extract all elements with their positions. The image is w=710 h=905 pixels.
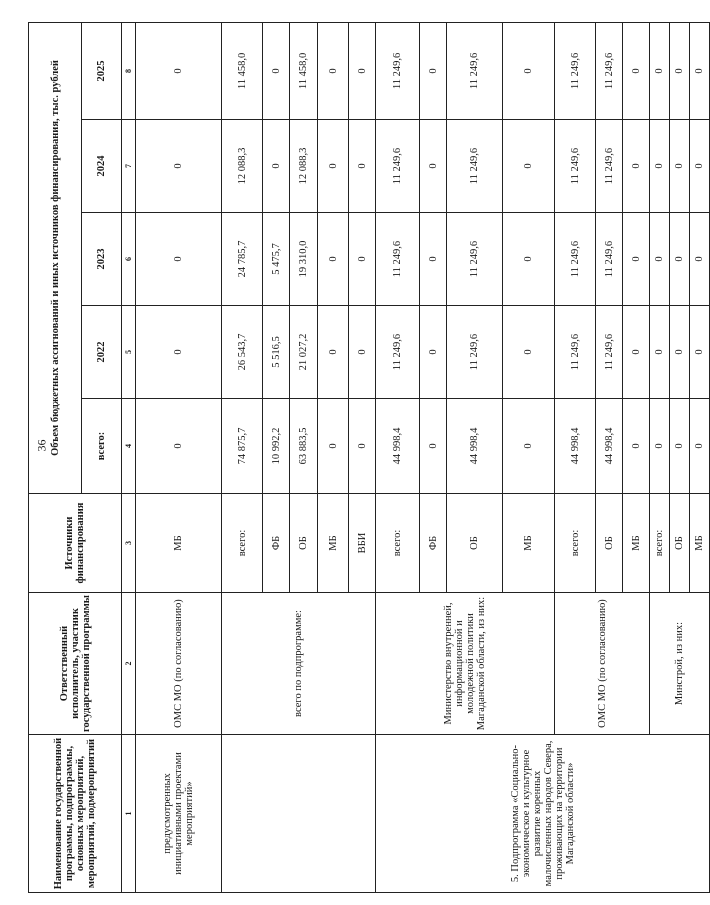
amount-cell: 0 xyxy=(349,213,376,306)
amount-cell: 0 xyxy=(503,120,555,213)
amount-cell: 11 249,6 xyxy=(555,120,596,213)
amount-cell: 0 xyxy=(136,22,222,119)
amount-cell: 0 xyxy=(349,306,376,399)
amount-cell: 0 xyxy=(690,22,710,119)
amount-cell: 12 088,3 xyxy=(290,120,318,213)
program-name-empty xyxy=(222,735,376,893)
amount-cell: 0 xyxy=(690,213,710,306)
amount-cell: 0 xyxy=(650,399,670,494)
amount-cell: 0 xyxy=(623,22,650,119)
header-name: Наименование государственной программы, подпрограммы, основных мероприятий, мероприятий, подмероприятий xyxy=(29,735,122,893)
amount-cell: 11 249,6 xyxy=(596,22,623,119)
amount-cell: 0 xyxy=(420,213,447,306)
column-number: 8 xyxy=(122,22,136,119)
amount-cell: 0 xyxy=(670,22,690,119)
amount-cell: 44 998,4 xyxy=(447,399,503,494)
table-row xyxy=(376,22,420,892)
funding-source: ОБ xyxy=(670,494,690,593)
amount-cell: 0 xyxy=(420,120,447,213)
executor: Минстрой, из них: xyxy=(650,593,710,735)
amount-cell: 0 xyxy=(136,120,222,213)
funding-source: всего: xyxy=(650,494,670,593)
amount-cell: 0 xyxy=(690,120,710,213)
executor: ОМС МО (по согласованию) xyxy=(555,593,650,735)
amount-cell: 0 xyxy=(503,213,555,306)
amount-cell: 5 475,7 xyxy=(263,213,290,306)
program-name: предусмотренных инициативными проектами мероприятий» xyxy=(136,735,222,893)
funding-source: всего: xyxy=(555,494,596,593)
header-row-1 xyxy=(29,22,82,892)
amount-cell: 0 xyxy=(318,213,349,306)
funding-source: МБ xyxy=(503,494,555,593)
amount-cell: 63 883,5 xyxy=(290,399,318,494)
amount-cell: 11 249,6 xyxy=(376,306,420,399)
amount-cell: 11 458,0 xyxy=(290,22,318,119)
header-year-2024: 2024 xyxy=(82,120,122,213)
amount-cell: 0 xyxy=(670,399,690,494)
funding-source: ФБ xyxy=(263,494,290,593)
amount-cell: 11 249,6 xyxy=(447,213,503,306)
funding-source: МБ xyxy=(690,494,710,593)
amount-cell: 0 xyxy=(623,120,650,213)
amount-cell: 0 xyxy=(136,399,222,494)
amount-cell: 0 xyxy=(650,22,670,119)
amount-cell: 0 xyxy=(263,120,290,213)
amount-cell: 0 xyxy=(420,22,447,119)
amount-cell: 0 xyxy=(670,306,690,399)
amount-cell: 11 249,6 xyxy=(555,22,596,119)
funding-source: МБ xyxy=(318,494,349,593)
amount-cell: 10 992,2 xyxy=(263,399,290,494)
amount-cell: 0 xyxy=(136,213,222,306)
funding-source: ФБ xyxy=(420,494,447,593)
page-number: 36 xyxy=(34,439,49,452)
amount-cell: 74 875,7 xyxy=(222,399,263,494)
amount-cell: 0 xyxy=(623,306,650,399)
column-numbers-row xyxy=(122,22,136,892)
amount-cell: 0 xyxy=(349,120,376,213)
amount-cell: 11 249,6 xyxy=(447,22,503,119)
header-volume: Объем бюджетных ассигнований и иных источников финансирования, тыс. рублей xyxy=(29,22,82,493)
header-executor: Ответственный исполнитель, участник государственной программы xyxy=(29,593,122,735)
header-year-total: всего: xyxy=(82,399,122,494)
financing-table xyxy=(28,22,710,893)
amount-cell: 19 310,0 xyxy=(290,213,318,306)
table-row xyxy=(136,22,222,892)
header-year-2022: 2022 xyxy=(82,306,122,399)
table-row xyxy=(222,22,263,892)
amount-cell: 0 xyxy=(318,399,349,494)
program-name: 5. Подпрограмма «Социально-экономическое и культурное развитие коренных малочисленных народов Севера, проживающих на территории Магаданской области» xyxy=(376,735,710,893)
amount-cell: 0 xyxy=(503,306,555,399)
amount-cell: 11 249,6 xyxy=(596,213,623,306)
amount-cell: 0 xyxy=(690,306,710,399)
amount-cell: 11 249,6 xyxy=(555,213,596,306)
amount-cell: 11 249,6 xyxy=(555,306,596,399)
amount-cell: 11 249,6 xyxy=(596,120,623,213)
executor: всего по подпрограмме: xyxy=(222,593,376,735)
rotated-page xyxy=(28,23,705,893)
amount-cell: 0 xyxy=(136,306,222,399)
amount-cell: 0 xyxy=(623,399,650,494)
amount-cell: 0 xyxy=(420,399,447,494)
amount-cell: 0 xyxy=(670,213,690,306)
column-number: 1 xyxy=(122,735,136,893)
amount-cell: 0 xyxy=(349,22,376,119)
amount-cell: 0 xyxy=(690,399,710,494)
amount-cell: 44 998,4 xyxy=(376,399,420,494)
amount-cell: 44 998,4 xyxy=(555,399,596,494)
funding-source: ОБ xyxy=(447,494,503,593)
header-year-2023: 2023 xyxy=(82,213,122,306)
amount-cell: 0 xyxy=(420,306,447,399)
amount-cell: 11 249,6 xyxy=(447,120,503,213)
amount-cell: 0 xyxy=(623,213,650,306)
funding-source: МБ xyxy=(136,494,222,593)
amount-cell: 11 458,0 xyxy=(222,22,263,119)
amount-cell: 0 xyxy=(503,399,555,494)
amount-cell: 0 xyxy=(650,213,670,306)
amount-cell: 0 xyxy=(263,22,290,119)
amount-cell: 24 785,7 xyxy=(222,213,263,306)
column-number: 6 xyxy=(122,213,136,306)
executor: Министерство внутренней, информационной и молодежной политики Магаданской области, из них: xyxy=(376,593,555,735)
amount-cell: 11 249,6 xyxy=(376,213,420,306)
amount-cell: 11 249,6 xyxy=(447,306,503,399)
executor: ОМС МО (по согласованию) xyxy=(136,593,222,735)
amount-cell: 0 xyxy=(318,306,349,399)
amount-cell: 11 249,6 xyxy=(376,22,420,119)
amount-cell: 44 998,4 xyxy=(596,399,623,494)
column-number: 7 xyxy=(122,120,136,213)
funding-source: ОБ xyxy=(596,494,623,593)
column-number: 5 xyxy=(122,306,136,399)
amount-cell: 0 xyxy=(650,120,670,213)
amount-cell: 11 249,6 xyxy=(376,120,420,213)
column-number: 3 xyxy=(122,494,136,593)
amount-cell: 26 543,7 xyxy=(222,306,263,399)
amount-cell: 0 xyxy=(650,306,670,399)
funding-source: МБ xyxy=(623,494,650,593)
header-year-2025: 2025 xyxy=(82,22,122,119)
funding-source: ОБ xyxy=(290,494,318,593)
funding-source: всего: xyxy=(376,494,420,593)
amount-cell: 5 516,5 xyxy=(263,306,290,399)
amount-cell: 0 xyxy=(670,120,690,213)
amount-cell: 0 xyxy=(503,22,555,119)
amount-cell: 0 xyxy=(349,399,376,494)
amount-cell: 0 xyxy=(318,120,349,213)
funding-source: ВБИ xyxy=(349,494,376,593)
amount-cell: 12 088,3 xyxy=(222,120,263,213)
amount-cell: 0 xyxy=(318,22,349,119)
amount-cell: 11 249,6 xyxy=(596,306,623,399)
column-number: 2 xyxy=(122,593,136,735)
funding-source: всего: xyxy=(222,494,263,593)
column-number: 4 xyxy=(122,399,136,494)
header-source: Источники финансирования xyxy=(29,494,122,593)
amount-cell: 21 027,2 xyxy=(290,306,318,399)
